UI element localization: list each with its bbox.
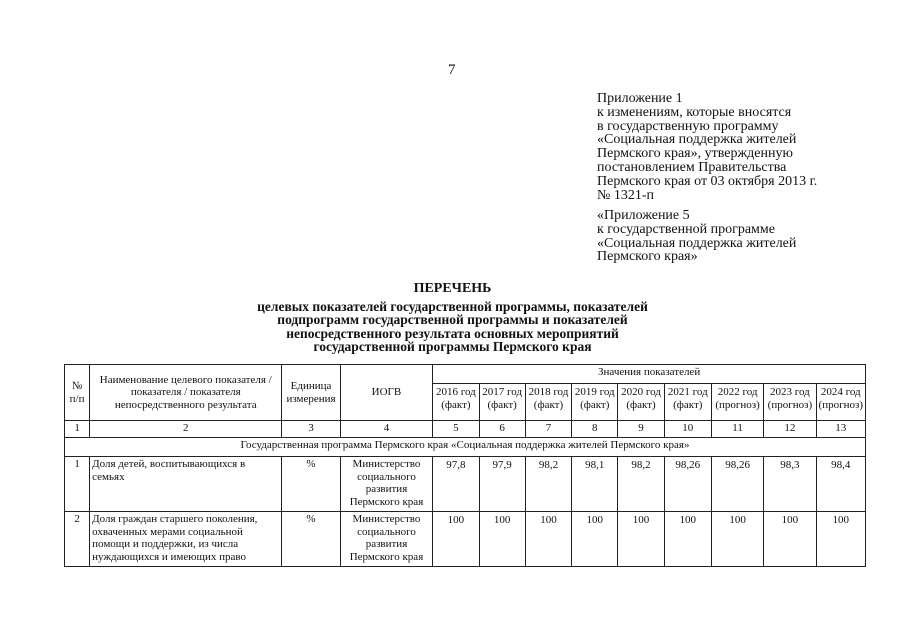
column-number: 1 [65, 421, 90, 438]
header-num: № п/п [65, 365, 90, 421]
header-unit: Единица измерения [282, 365, 340, 421]
program-row [65, 438, 866, 457]
row-value: 100 [816, 512, 865, 567]
table-row [65, 457, 866, 512]
appendix-1-line: постановлением Правительства [597, 159, 787, 175]
subtitle-line: государственной программы Пермского края [313, 339, 592, 355]
subtitle-line: подпрограмм государственной программы и показателей [277, 312, 628, 328]
row-value: 100 [525, 512, 571, 567]
row-num: 2 [65, 512, 90, 567]
column-number: 8 [572, 421, 618, 438]
row-value: 98,3 [764, 457, 816, 512]
column-number: 12 [764, 421, 816, 438]
column-number: 6 [479, 421, 525, 438]
document-subtitle [0, 300, 905, 354]
appendix-5-block [597, 209, 796, 264]
column-number: 9 [618, 421, 664, 438]
column-number: 10 [664, 421, 711, 438]
year-header: 2018 год (факт) [525, 384, 571, 421]
appendix-5-line: к государственной программе [597, 221, 775, 237]
appendix-5-line: Пермского края» [597, 249, 698, 265]
year-header: 2017 год (факт) [479, 384, 525, 421]
row-value: 98,2 [618, 457, 664, 512]
subtitle-line: непосредственного результата основных мероприятий [286, 325, 619, 341]
year-header: 2020 год (факт) [618, 384, 664, 421]
row-name: Доля граждан старшего поколения, охваченных мерами социальной помощи и поддержки, из числа нуждающихся и имеющих право [90, 512, 282, 567]
column-number: 2 [90, 421, 282, 438]
row-value: 100 [764, 512, 816, 567]
column-number: 4 [340, 421, 433, 438]
appendix-1-block [597, 92, 897, 202]
appendix-1-line: «Социальная поддержка жителей [597, 132, 797, 148]
row-value: 100 [433, 512, 479, 567]
header-values: Значения показателей [433, 365, 866, 384]
header-name: Наименование целевого показателя / показателя / показателя непосредственного результата [90, 365, 282, 421]
row-iogv: Министерство социального развития Пермского края [340, 457, 433, 512]
indicators-table [64, 364, 866, 567]
row-value: 97,8 [433, 457, 479, 512]
row-value: 98,1 [572, 457, 618, 512]
row-value: 100 [479, 512, 525, 567]
header-iogv: ИОГВ [340, 365, 433, 421]
row-value: 100 [618, 512, 664, 567]
column-number: 11 [711, 421, 763, 438]
subtitle-line: целевых показателей государственной программы, показателей [257, 299, 648, 314]
column-number: 7 [525, 421, 571, 438]
year-header: 2022 год (прогноз) [711, 384, 763, 421]
row-value: 97,9 [479, 457, 525, 512]
table-row [65, 512, 866, 567]
appendix-1-line: Пермского края», утвержденную [597, 146, 793, 162]
appendix-1-line: в государственную программу [597, 118, 779, 134]
row-value: 98,4 [816, 457, 865, 512]
row-iogv: Министерство социального развития Пермского края [340, 512, 433, 567]
year-header: 2019 год (факт) [572, 384, 618, 421]
appendix-5-line: «Социальная поддержка жителей [597, 235, 797, 251]
row-value: 98,26 [664, 457, 711, 512]
year-header: 2024 год (прогноз) [816, 384, 865, 421]
year-header: 2016 год (факт) [433, 384, 479, 421]
year-header: 2023 год (прогноз) [764, 384, 816, 421]
year-header: 2021 год (факт) [664, 384, 711, 421]
appendix-5-line: «Приложение 5 [597, 208, 690, 223]
column-number: 13 [816, 421, 865, 438]
appendix-1-line: Приложение 1 [597, 91, 683, 106]
row-value: 100 [711, 512, 763, 567]
appendix-1-line: Пермского края от 03 октября 2013 г. [597, 173, 818, 189]
program-title: Государственная программа Пермского края «Социальная поддержка жителей Пермского края» [65, 438, 866, 457]
column-numbers-row [65, 421, 866, 438]
row-unit: % [282, 457, 340, 512]
column-number: 3 [282, 421, 340, 438]
row-name: Доля детей, воспитывающихся в семьях [90, 457, 282, 512]
row-unit: % [282, 512, 340, 567]
row-value: 98,26 [711, 457, 763, 512]
appendix-1-line: № 1321-п [597, 187, 655, 203]
row-value: 100 [572, 512, 618, 567]
row-value: 100 [664, 512, 711, 567]
document-title: ПЕРЕЧЕНЬ [413, 281, 492, 296]
column-number: 5 [433, 421, 479, 438]
row-num: 1 [65, 457, 90, 512]
header-row [65, 365, 866, 384]
row-value: 98,2 [525, 457, 571, 512]
appendix-1-line: к изменениям, которые вносятся [597, 104, 792, 120]
page-number: 7 [448, 62, 456, 78]
